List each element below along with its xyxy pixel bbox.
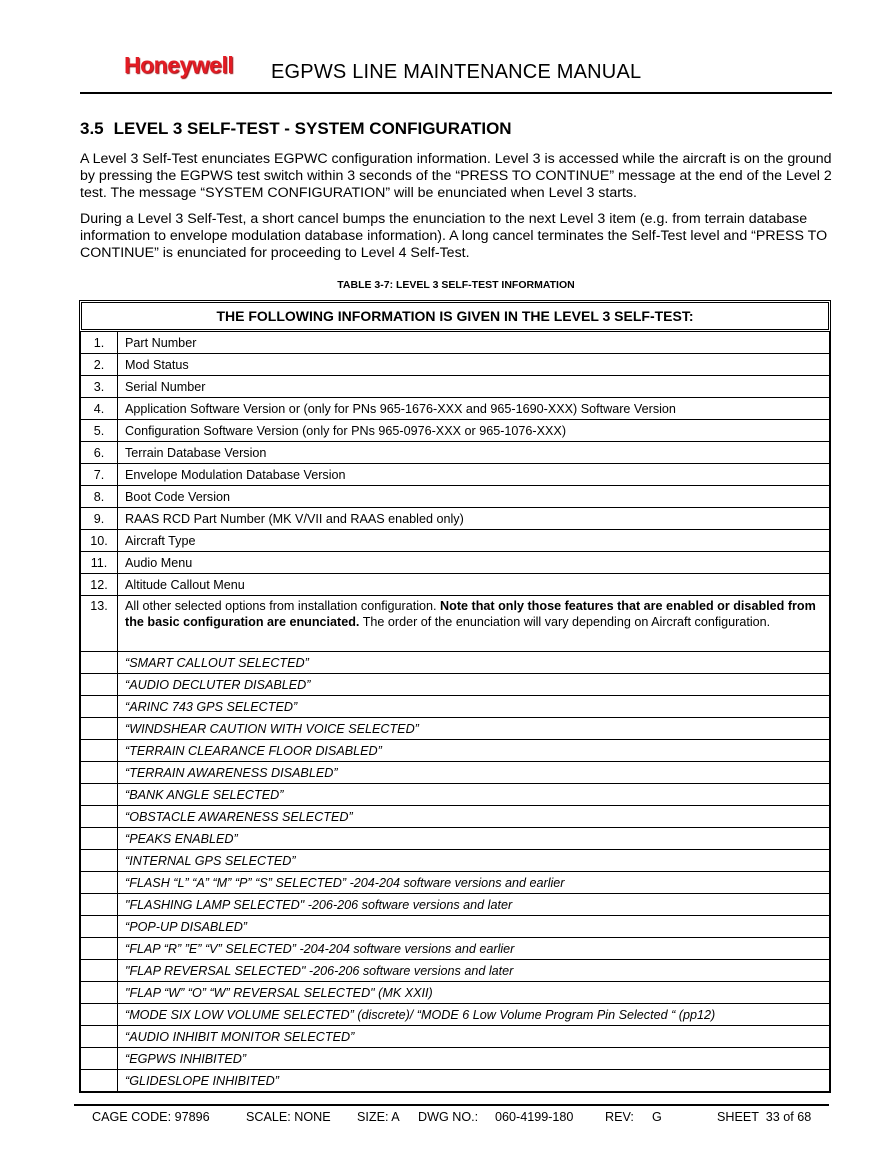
- level3-info-table: [79, 300, 831, 1093]
- row-number: 8.: [81, 486, 118, 508]
- option-row: [81, 894, 830, 916]
- row-text: Serial Number: [118, 376, 830, 398]
- option-row: [81, 1004, 830, 1026]
- option-row: [81, 872, 830, 894]
- row13-note: Note that only those features that are enabled or disabled from the basic configuration are enunciated.: [125, 599, 816, 629]
- table-row: [81, 354, 830, 376]
- dwg-number: 060-4199-180: [495, 1110, 574, 1124]
- row-number: 3.: [81, 376, 118, 398]
- option-text: “SMART CALLOUT SELECTED”: [118, 652, 830, 674]
- table-row: [81, 420, 830, 442]
- table-caption: TABLE 3-7: LEVEL 3 SELF-TEST INFORMATION: [337, 279, 575, 291]
- option-text: “MODE SIX LOW VOLUME SELECTED” (discrete)/ “MODE 6 Low Volume Program Pin Selected “ (pp12): [118, 1004, 830, 1026]
- table-row: [81, 486, 830, 508]
- row-number: 4.: [81, 398, 118, 420]
- option-text: “AUDIO INHIBIT MONITOR SELECTED”: [118, 1026, 830, 1048]
- option-text: "FLASHING LAMP SELECTED" -206-206 software versions and later: [118, 894, 830, 916]
- row-text: Aircraft Type: [118, 530, 830, 552]
- option-text: "FLAP REVERSAL SELECTED" -206-206 software versions and later: [118, 960, 830, 982]
- option-row: [81, 828, 830, 850]
- option-row: [81, 652, 830, 674]
- row-text: Boot Code Version: [118, 486, 830, 508]
- page-footer: [74, 1104, 829, 1128]
- option-text: “TERRAIN AWARENESS DISABLED”: [118, 762, 830, 784]
- option-text: “ARINC 743 GPS SELECTED”: [118, 696, 830, 718]
- option-text: "FLAP “W” “O” “W” REVERSAL SELECTED" (MK XXII): [118, 982, 830, 1004]
- table-header: THE FOLLOWING INFORMATION IS GIVEN IN THE LEVEL 3 SELF-TEST:: [81, 302, 829, 330]
- rev-value: G: [652, 1110, 662, 1124]
- table-row: [81, 332, 830, 354]
- option-text: “AUDIO DECLUTER DISABLED”: [118, 674, 830, 696]
- option-text: “OBSTACLE AWARENESS SELECTED”: [118, 806, 830, 828]
- row-number: 5.: [81, 420, 118, 442]
- option-row: [81, 740, 830, 762]
- option-row: [81, 674, 830, 696]
- table-rows: [81, 332, 830, 1092]
- table-row: [81, 574, 830, 596]
- option-row: [81, 806, 830, 828]
- section-number: 3.5: [80, 119, 104, 138]
- paragraph-level3-cancel: During a Level 3 Self-Test, a short cancel bumps the enunciation to the next Level 3 item (e.g. from terrain database information to envelope modulation database information). A long cancel terminates the Self-Test level and “PRESS TO CONTINUE” is enunciated for proceeding to Level 4 Self-Test.: [80, 211, 828, 261]
- option-text: “TERRAIN CLEARANCE FLOOR DISABLED”: [118, 740, 830, 762]
- row-text: Configuration Software Version (only for PNs 965-0976-XXX or 965-1076-XXX): [118, 420, 830, 442]
- row-text: Terrain Database Version: [118, 442, 830, 464]
- row-number: 11.: [81, 552, 118, 574]
- option-text: “GLIDESLOPE INHIBITED”: [118, 1070, 830, 1092]
- option-row: [81, 1048, 830, 1070]
- table-row: [81, 464, 830, 486]
- option-row: [81, 938, 830, 960]
- row-number: 12.: [81, 574, 118, 596]
- row-text: Application Software Version or (only for PNs 965-1676-XXX and 965-1690-XXX) Software Version: [118, 398, 830, 420]
- row-number: 6.: [81, 442, 118, 464]
- table-row: [81, 398, 830, 420]
- row-text: Audio Menu: [118, 552, 830, 574]
- section-title: LEVEL 3 SELF-TEST - SYSTEM CONFIGURATION: [113, 119, 512, 138]
- paragraph-level3-access: A Level 3 Self-Test enunciates EGPWC configuration information. Level 3 is accessed while the aircraft is on the ground by pressing the EGPWS test switch within 3 seconds of the “PRESS TO CONTINUE” message at the end of the Level 2 test. The message “SYSTEM CONFIGURATION” will be enunciated when Level 3 starts.: [80, 151, 832, 201]
- page-header: [80, 50, 832, 94]
- option-text: “BANK ANGLE SELECTED”: [118, 784, 830, 806]
- row-text: [118, 596, 830, 652]
- option-row: [81, 850, 830, 872]
- size: SIZE: A: [357, 1110, 400, 1124]
- table-row: [81, 376, 830, 398]
- table-row-13: [81, 596, 830, 652]
- option-row: [81, 1026, 830, 1048]
- row-text: Part Number: [118, 332, 830, 354]
- table-row: [81, 530, 830, 552]
- table-row: [81, 508, 830, 530]
- row-text: Altitude Callout Menu: [118, 574, 830, 596]
- option-text: “POP-UP DISABLED”: [118, 916, 830, 938]
- option-text: “EGPWS INHIBITED”: [118, 1048, 830, 1070]
- row-number: 13.: [81, 596, 118, 652]
- row-text: Envelope Modulation Database Version: [118, 464, 830, 486]
- cage-code: CAGE CODE: 97896: [92, 1110, 210, 1124]
- manual-title: EGPWS LINE MAINTENANCE MANUAL: [271, 61, 642, 83]
- row-number: 10.: [81, 530, 118, 552]
- option-text: “INTERNAL GPS SELECTED”: [118, 850, 830, 872]
- option-text: “FLAP “R” ”E” “V” SELECTED” -204-204 software versions and earlier: [118, 938, 830, 960]
- option-text: “FLASH “L” “A” “M” “P” “S” SELECTED” -204-204 software versions and earlier: [118, 872, 830, 894]
- table-row: [81, 442, 830, 464]
- option-row: [81, 960, 830, 982]
- dwg-label: DWG NO.:: [418, 1110, 479, 1124]
- rev-label: REV:: [605, 1110, 634, 1124]
- row-number: 2.: [81, 354, 118, 376]
- row-number: 9.: [81, 508, 118, 530]
- scale: SCALE: NONE: [246, 1110, 331, 1124]
- option-row: [81, 762, 830, 784]
- option-row: [81, 982, 830, 1004]
- option-row: [81, 784, 830, 806]
- sheet-number: SHEET 33 of 68: [717, 1110, 812, 1124]
- row-number: 7.: [81, 464, 118, 486]
- option-row: [81, 718, 830, 740]
- row13-text-a: All other selected options from installation configuration.: [125, 599, 441, 613]
- option-text: “PEAKS ENABLED”: [118, 828, 830, 850]
- option-text: “WINDSHEAR CAUTION WITH VOICE SELECTED”: [118, 718, 830, 740]
- row-text: Mod Status: [118, 354, 830, 376]
- info-table-body: [80, 331, 830, 1092]
- section-heading: [80, 119, 512, 139]
- table-row: [81, 552, 830, 574]
- option-row: [81, 696, 830, 718]
- row13-text-b: The order of the enunciation will vary depending on Aircraft configuration.: [359, 614, 771, 629]
- option-row: [81, 916, 830, 938]
- row-text: RAAS RCD Part Number (MK V/VII and RAAS enabled only): [118, 508, 830, 530]
- row-number: 1.: [81, 332, 118, 354]
- honeywell-logo: Honeywell: [124, 52, 234, 78]
- option-row: [81, 1070, 830, 1092]
